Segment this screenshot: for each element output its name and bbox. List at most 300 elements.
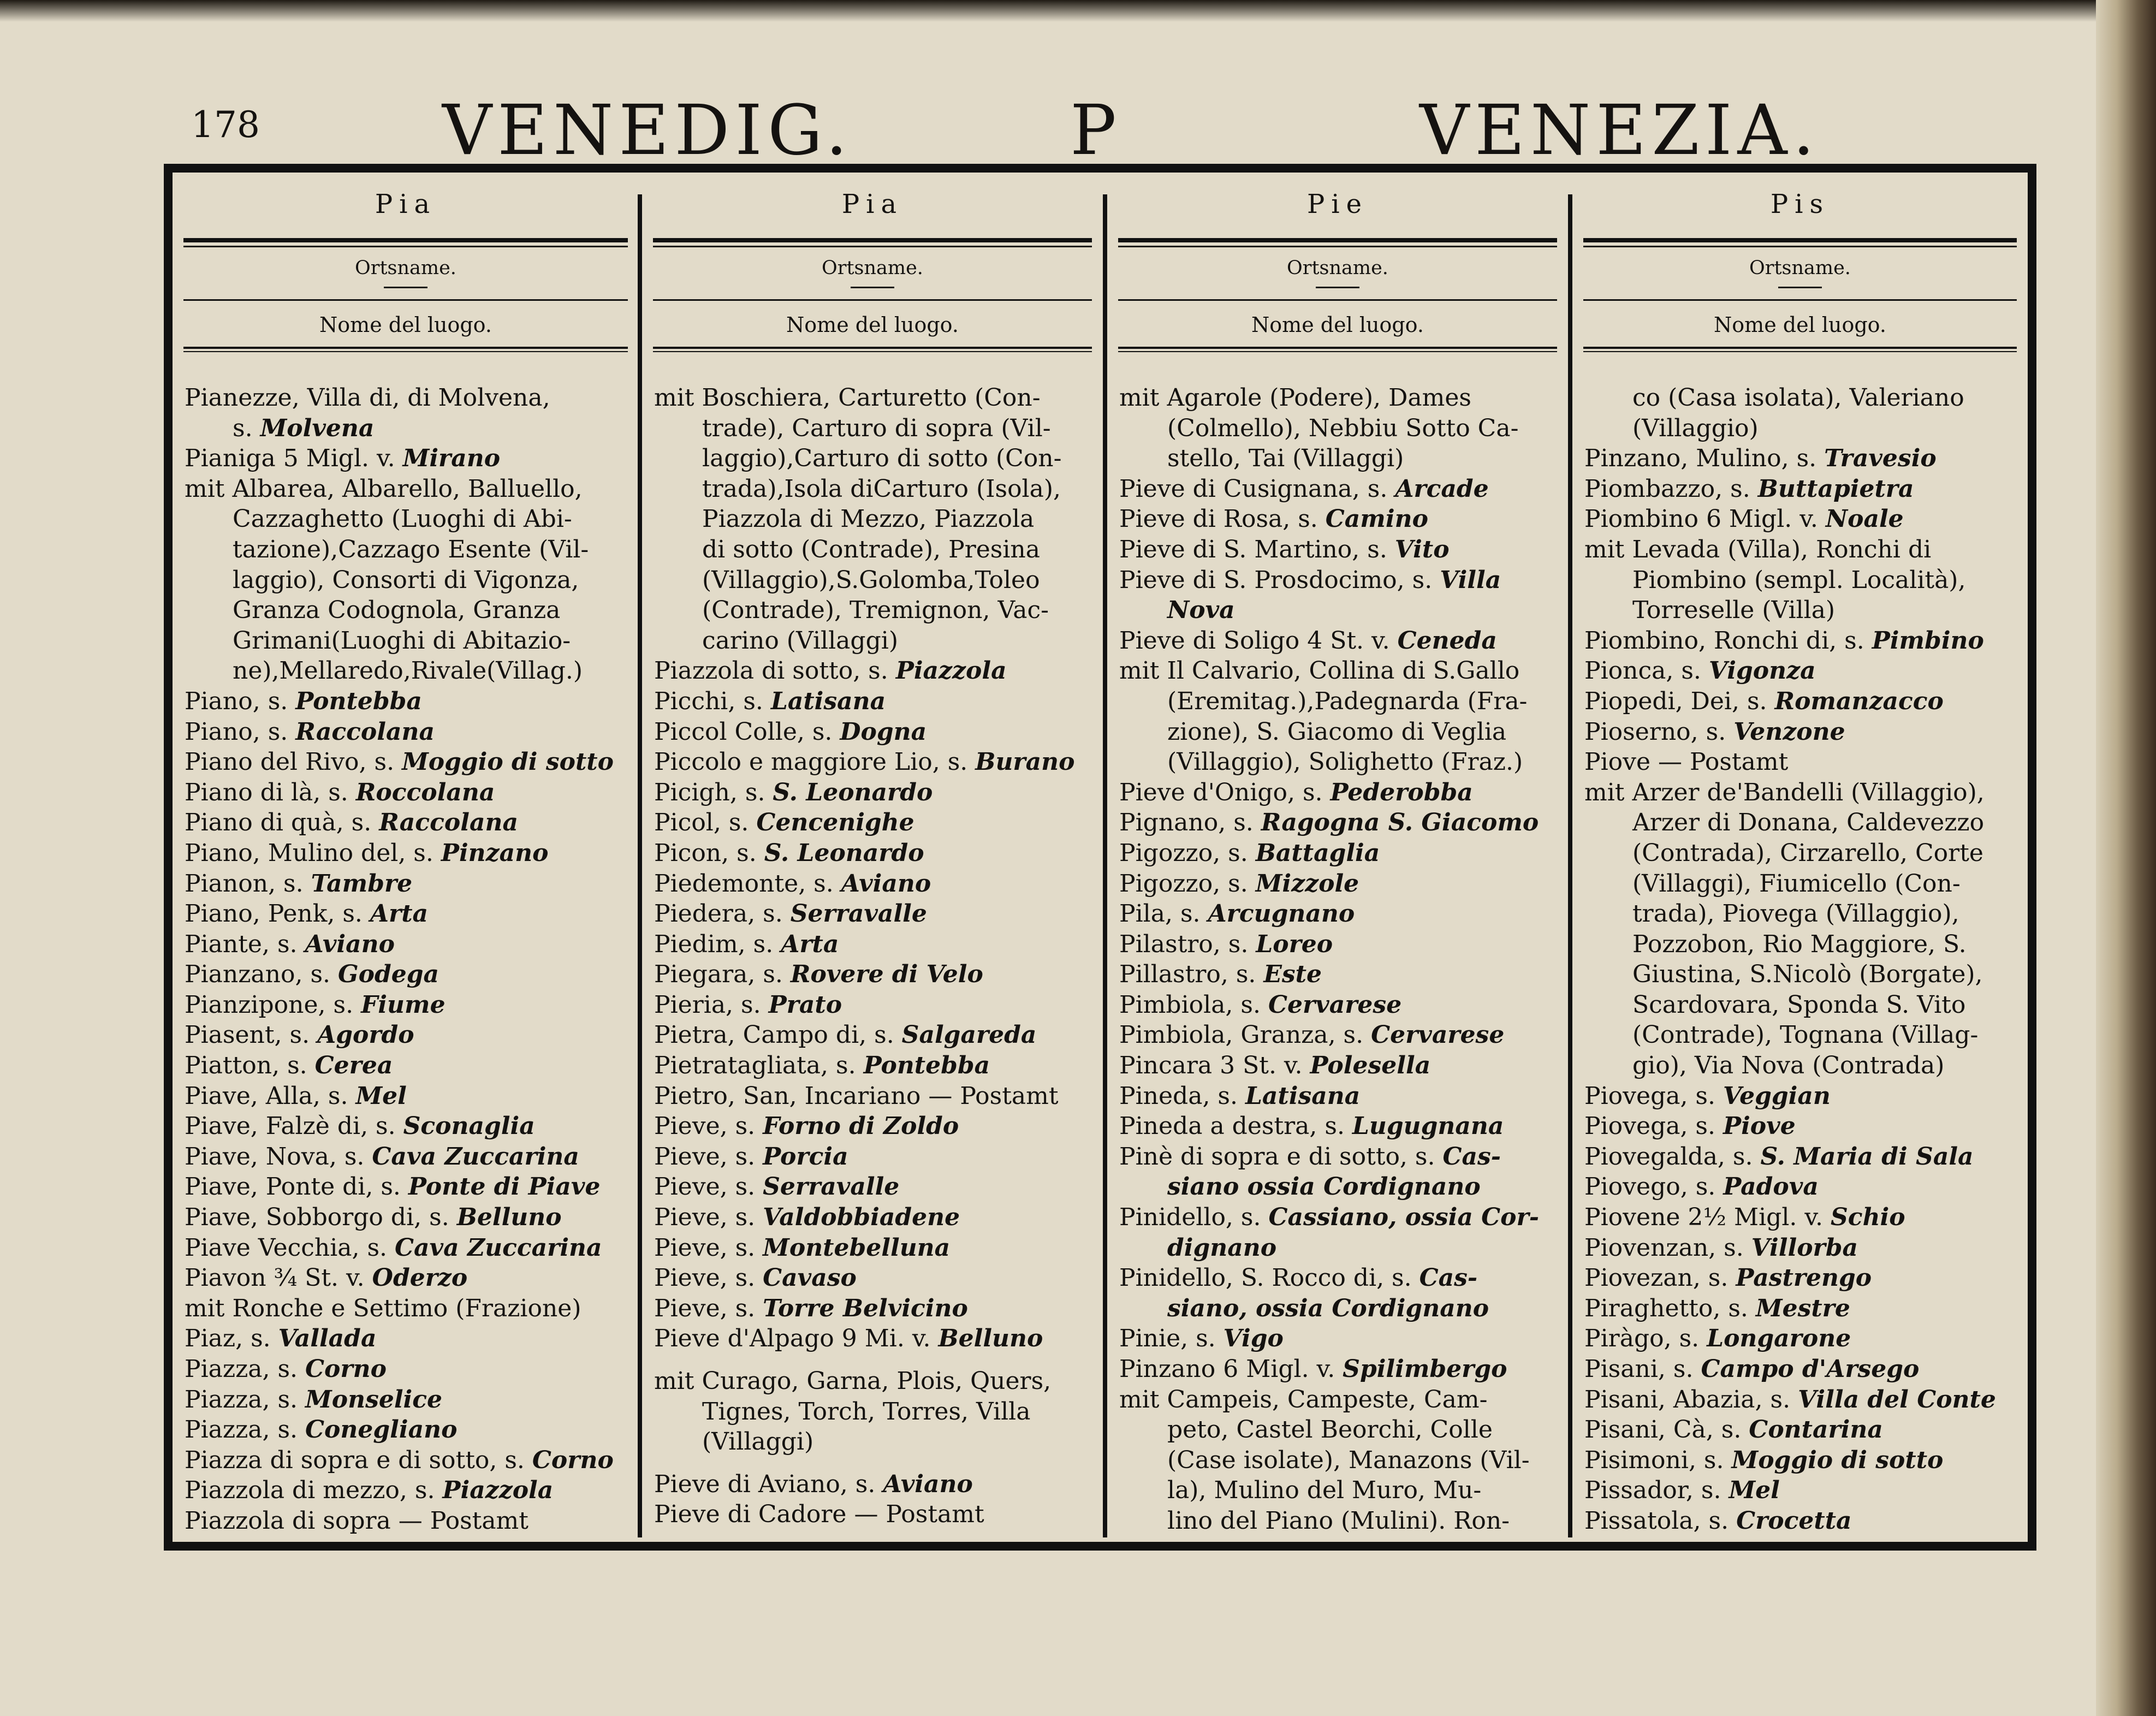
entry-name: Pignano, s.	[1119, 809, 1261, 837]
entry-reference: Aviano	[883, 1470, 973, 1498]
entry-name: trada), Piovega (Villaggio),	[1632, 900, 1959, 928]
entry-name: Pieve, s.	[654, 1203, 763, 1232]
entry-line	[1584, 1142, 2020, 1172]
entry-name: Pionca, s.	[1584, 657, 1709, 685]
entry-name: co (Casa isolata), Valeriano	[1632, 384, 1964, 412]
entry-line	[185, 565, 631, 596]
entry-reference: Burano	[975, 748, 1075, 776]
entry-name: laggio), Consorti di Vigonza,	[233, 566, 579, 594]
entry-line	[185, 656, 631, 686]
entry-name: Piave Vecchia, s.	[185, 1233, 395, 1262]
entry-line	[1584, 1172, 2020, 1202]
entry-line	[185, 535, 631, 565]
entry-name: mit Curago, Garna, Plois, Quers,	[654, 1367, 1052, 1395]
entry-line	[1584, 1385, 2020, 1415]
entry-name: Cazzaghetto (Luoghi di Abi-	[233, 505, 572, 533]
entry-name: Torreselle (Villa)	[1632, 596, 1836, 625]
entry-line	[654, 1172, 1095, 1202]
column-2	[642, 173, 1103, 1542]
entry-line	[1119, 717, 1560, 747]
entry-reference: Padova	[1723, 1173, 1819, 1201]
entry-line	[185, 899, 631, 929]
entry-name: Piombino (sempl. Località),	[1632, 566, 1966, 594]
entry-line	[185, 595, 631, 626]
entry-reference: Loreo	[1256, 930, 1333, 958]
entry-name: Piano, Mulino del, s.	[185, 839, 441, 867]
entry-name: Giustina, S.Nicolò (Borgate),	[1632, 960, 1983, 989]
entry-name: Piove — Postamt	[1584, 748, 1789, 776]
entry-name: Piovene 2½ Migl. v.	[1584, 1203, 1831, 1232]
entry-line	[654, 777, 1095, 808]
entry-reference: Aviano	[841, 869, 931, 898]
entry-reference: Vigonza	[1708, 657, 1816, 685]
entry-name: Pila, s.	[1119, 900, 1208, 928]
entry-line	[1584, 413, 2020, 444]
entry-reference: Camino	[1325, 505, 1428, 533]
entry-reference: Belluno	[456, 1203, 562, 1232]
entry-reference: Pinzano	[441, 839, 549, 867]
entry-line	[185, 1050, 631, 1081]
column-syllable: Pia	[375, 189, 437, 219]
entry-line	[1119, 1475, 1560, 1506]
entry-name: Piovezan, s.	[1584, 1264, 1736, 1292]
entry-line	[654, 1427, 1095, 1457]
entry-line	[1119, 1445, 1560, 1476]
entry-reference: Moggio di sotto	[1731, 1446, 1944, 1474]
entry-name: Piovego, s.	[1584, 1173, 1724, 1201]
column-header	[1118, 183, 1557, 358]
entry-name: Pinzano 6 Migl. v.	[1119, 1355, 1343, 1383]
entry-line	[654, 413, 1095, 444]
entry-line	[654, 1050, 1095, 1081]
entry-name: Piovega, s.	[1584, 1112, 1723, 1141]
entry-reference: Cervarese	[1371, 1021, 1505, 1049]
entry-line	[1584, 1020, 2020, 1050]
entry-line	[654, 535, 1095, 565]
entry-name: (Villaggio), Solighetto (Fraz.)	[1167, 748, 1523, 776]
entry-name: Pianiga 5 Migl. v.	[185, 444, 403, 473]
entry-name: Piràgo, s.	[1584, 1325, 1707, 1353]
entry-name: Pisimoni, s.	[1584, 1446, 1732, 1474]
entry-name: gio), Via Nova (Contrada)	[1632, 1052, 1945, 1080]
entry-line	[1584, 383, 2020, 413]
entry-line	[1584, 1354, 2020, 1385]
entry-name: Pinzano, Mulino, s.	[1584, 444, 1825, 473]
entry-line	[1584, 929, 2020, 960]
entry-line	[654, 1323, 1095, 1354]
entry-name: Piazza, s.	[185, 1416, 306, 1444]
entry-line	[654, 626, 1095, 656]
entry-name: Granza Codognola, Granza	[233, 596, 561, 625]
entry-name: Pieve, s.	[654, 1233, 763, 1262]
entry-line	[1584, 959, 2020, 990]
entry-line	[185, 383, 631, 413]
column-syllable: Pia	[841, 189, 904, 219]
entry-line	[1119, 686, 1560, 717]
header-rule	[1583, 238, 2017, 247]
entry-name: (Colmello), Nebbiu Sotto Ca-	[1167, 414, 1519, 442]
entry-line	[654, 1499, 1095, 1530]
entry-line	[1119, 504, 1560, 535]
entry-reference: Ragogna S. Giacomo	[1261, 809, 1539, 837]
entry-line	[185, 1354, 631, 1385]
entry-reference: S. Leonardo	[773, 778, 933, 806]
entry-line	[654, 747, 1095, 777]
entry-line	[654, 899, 1095, 929]
label-nome-del-luogo: Nome del luogo.	[319, 313, 492, 337]
entry-line	[1119, 1172, 1560, 1202]
entry-line	[185, 959, 631, 990]
entry-name: Pieve, s.	[654, 1112, 763, 1141]
entry-name: Piano, Penk, s.	[185, 900, 370, 928]
entry-reference: Raccolana	[295, 717, 435, 746]
entry-name: Grimani(Luoghi di Abitazio-	[233, 626, 571, 655]
entry-name: Pieve, s.	[654, 1173, 763, 1201]
entry-line	[185, 869, 631, 899]
entry-name: Pieve, s.	[654, 1142, 763, 1171]
entry-name: Pilastro, s.	[1119, 930, 1256, 958]
entry-name: tazione),Cazzago Esente (Vil-	[233, 535, 589, 563]
entry-name: Pinidello, S. Rocco di, s.	[1119, 1264, 1419, 1292]
entry-reference: Vigo	[1223, 1325, 1284, 1353]
entry-line	[1119, 1293, 1560, 1324]
entry-name: la), Mulino del Muro, Mu-	[1167, 1476, 1482, 1505]
entry-line	[185, 1172, 631, 1202]
entry-name: Pianon, s.	[185, 869, 311, 898]
entry-name: stello, Tai (Villaggi)	[1167, 444, 1404, 473]
section-letter: P	[1070, 90, 1122, 170]
entry-name: Piopedi, Dei, s.	[1584, 687, 1775, 715]
entry-reference: Pimbino	[1872, 626, 1984, 655]
entry-line	[185, 1323, 631, 1354]
entry-line	[1584, 1415, 2020, 1445]
entry-line	[1584, 1323, 2020, 1354]
entry-line	[1119, 838, 1560, 869]
entry-line	[1584, 686, 2020, 717]
entry-line	[654, 1020, 1095, 1050]
entry-line	[654, 443, 1095, 474]
entry-line	[654, 1397, 1095, 1427]
entry-name: Piazza, s.	[185, 1355, 306, 1383]
header-rule	[1583, 347, 2017, 352]
entry-reference: Molvena	[260, 414, 375, 442]
entry-reference: Moggio di sotto	[402, 748, 614, 776]
entry-reference: Latisana	[1245, 1082, 1361, 1110]
entry-line	[1119, 1415, 1560, 1445]
entry-reference: Oderzo	[372, 1264, 468, 1292]
entry-name: Piave, Alla, s.	[185, 1082, 356, 1110]
entry-line	[1584, 747, 2020, 777]
entry-line	[654, 1202, 1095, 1233]
entry-reference: S. Maria di Sala	[1760, 1142, 1974, 1171]
entry-line	[185, 929, 631, 960]
header-rule	[183, 238, 628, 247]
entry-name: Pigozzo, s.	[1119, 839, 1256, 867]
entry-reference: Cavaso	[763, 1264, 857, 1292]
entry-name: Pozzobon, Rio Maggiore, S.	[1632, 930, 1967, 958]
entry-reference: Cava Zuccarina	[395, 1233, 602, 1262]
entry-reference: Godega	[338, 960, 439, 989]
entry-line	[185, 717, 631, 747]
entry-line	[654, 474, 1095, 504]
entry-name: mit Campeis, Campeste, Cam-	[1119, 1385, 1488, 1414]
entry-name: s.	[233, 414, 260, 442]
entry-reference: Piazzola	[442, 1476, 554, 1505]
label-ortsname: Ortsname.	[822, 257, 923, 279]
entry-name: Piave, Sobborgo di, s.	[185, 1203, 457, 1232]
entry-reference: Arcade	[1395, 474, 1489, 503]
entry-name: peto, Castel Beorchi, Colle	[1167, 1416, 1493, 1444]
entry-line	[1119, 1020, 1560, 1050]
entry-line	[185, 626, 631, 656]
entry-line	[185, 443, 631, 474]
entry-line	[1584, 1263, 2020, 1293]
entry-line	[185, 1233, 631, 1263]
entry-line	[1584, 869, 2020, 899]
entry-name: Piano, s.	[185, 717, 296, 746]
entry-reference: Cassiano, ossia Cor-	[1268, 1203, 1539, 1232]
entry-reference: Serravalle	[790, 900, 927, 928]
entry-line	[1584, 717, 2020, 747]
entry-reference: Mestre	[1755, 1294, 1850, 1322]
entry-reference: Battaglia	[1255, 839, 1380, 867]
entry-line	[1119, 443, 1560, 474]
entry-reference: Ceneda	[1397, 626, 1497, 655]
entry-line	[1119, 899, 1560, 929]
page-top-shadow	[0, 0, 2156, 22]
entry-line	[1119, 1506, 1560, 1536]
entry-name: Pieve di Rosa, s.	[1119, 505, 1326, 533]
entry-line	[654, 1293, 1095, 1324]
entry-name: Pioserno, s.	[1584, 717, 1734, 746]
entry-line	[185, 1202, 631, 1233]
entry-line	[654, 1233, 1095, 1263]
entry-reference: Arta	[781, 930, 839, 958]
entry-name: Piante, s.	[185, 930, 305, 958]
entry-line	[185, 1263, 631, 1293]
entry-line	[654, 929, 1095, 960]
entry-name: Pieve di Aviano, s.	[654, 1470, 883, 1498]
entry-name: Piazzola di sopra — Postamt	[185, 1506, 528, 1535]
title-german: VENEDIG.	[442, 90, 853, 170]
entry-reference: Aviano	[305, 930, 395, 958]
header-rule	[1583, 299, 2017, 301]
entry-line	[1584, 1475, 2020, 1506]
entry-reference: Montebelluna	[763, 1233, 951, 1262]
column-4	[1572, 173, 2028, 1542]
header-rule	[1118, 238, 1557, 247]
entry-line	[654, 504, 1095, 535]
entry-line	[185, 1475, 631, 1506]
entry-name: Pianzano, s.	[185, 960, 338, 989]
entry-reference: Cencenighe	[756, 809, 914, 837]
entry-line	[654, 656, 1095, 686]
entry-reference: Agordo	[317, 1021, 414, 1049]
entry-name: Piazza, s.	[185, 1385, 306, 1414]
entry-line	[654, 807, 1095, 838]
entry-line	[1119, 1323, 1560, 1354]
entry-name: lino del Piano (Mulini). Ron-	[1167, 1506, 1510, 1535]
book-spine	[2096, 0, 2156, 1716]
entry-line	[1584, 565, 2020, 596]
entry-line	[654, 869, 1095, 899]
entry-line	[654, 565, 1095, 596]
entry-name: (Contrade), Tognana (Villag-	[1632, 1021, 1979, 1049]
entry-line	[654, 1263, 1095, 1293]
entry-name: Pissador, s.	[1584, 1476, 1729, 1505]
entry-name: Pieve di Cusignana, s.	[1119, 474, 1395, 503]
entry-name: Picchi, s.	[654, 687, 771, 715]
entry-list	[1584, 383, 2020, 1536]
label-ortsname: Ortsname.	[1749, 257, 1851, 279]
entry-line	[1119, 1142, 1560, 1172]
entry-line	[185, 1020, 631, 1050]
entry-reference: Longarone	[1707, 1325, 1851, 1353]
entry-name: trada),Isola diCarturo (Isola),	[702, 474, 1061, 503]
header-rule	[653, 238, 1092, 247]
entry-name: Picol, s.	[654, 809, 757, 837]
entry-reference: Villorba	[1751, 1233, 1858, 1262]
entry-line	[1584, 1506, 2020, 1536]
entry-name: Piedera, s.	[654, 900, 791, 928]
entry-line	[1119, 929, 1560, 960]
entry-line	[1584, 1081, 2020, 1112]
entry-line	[1584, 595, 2020, 626]
entry-line	[1584, 807, 2020, 838]
entry-name: mit Il Calvario, Collina di S.Gallo	[1119, 657, 1520, 685]
entry-line	[654, 1469, 1095, 1500]
entry-line	[1119, 413, 1560, 444]
entry-line	[1119, 383, 1560, 413]
entry-name: Piave, Nova, s.	[185, 1142, 372, 1171]
entry-line	[654, 1142, 1095, 1172]
entry-reference: Schio	[1831, 1203, 1905, 1232]
entry-line	[185, 990, 631, 1020]
header-dash	[851, 287, 894, 288]
entry-line	[1584, 990, 2020, 1020]
entry-name: Pimbiola, s.	[1119, 990, 1268, 1019]
entry-name: Pieve d'Onigo, s.	[1119, 778, 1331, 806]
entry-reference: dignano	[1167, 1233, 1277, 1262]
entry-name: Pieve d'Alpago 9 Mi. v.	[654, 1325, 939, 1353]
header-dash	[1316, 287, 1359, 288]
entry-line	[1119, 656, 1560, 686]
entry-name: (Contrada), Cirzarello, Corte	[1632, 839, 1983, 867]
entry-line	[1584, 1233, 2020, 1263]
entry-reference: Polesella	[1310, 1052, 1431, 1080]
entry-name: Piedemonte, s.	[654, 869, 841, 898]
entry-reference: Prato	[768, 990, 842, 1019]
entry-reference: Conegliano	[305, 1416, 458, 1444]
entry-name: Pieve di Cadore — Postamt	[654, 1500, 984, 1529]
entry-reference: Corno	[532, 1446, 614, 1474]
entry-name: Pimbiola, Granza, s.	[1119, 1021, 1371, 1049]
header-rule	[653, 347, 1092, 352]
entry-line	[654, 595, 1095, 626]
entry-line	[1584, 504, 2020, 535]
entry-name: Pietro, San, Incariano — Postamt	[654, 1082, 1059, 1110]
entry-name: mit Albarea, Albarello, Balluello,	[185, 474, 583, 503]
entry-reference: Forno di Zoldo	[763, 1112, 959, 1141]
entry-line	[1119, 869, 1560, 899]
entry-name: mit Arzer de'Bandelli (Villaggio),	[1584, 778, 1985, 806]
entry-name: Pianzipone, s.	[185, 990, 361, 1019]
entry-reference: Mizzole	[1255, 869, 1359, 898]
entry-reference: Torre Belvicino	[763, 1294, 968, 1322]
entry-name: Piave, Falzè di, s.	[185, 1112, 403, 1141]
entry-reference: Latisana	[770, 687, 886, 715]
entry-line	[1119, 807, 1560, 838]
entry-line	[185, 1142, 631, 1172]
entry-line	[185, 747, 631, 777]
entry-name: (Villaggio),S.Golomba,Toleo	[702, 566, 1040, 594]
label-ortsname: Ortsname.	[355, 257, 456, 279]
entry-line	[1119, 959, 1560, 990]
entry-reference: Belluno	[938, 1325, 1043, 1353]
entry-name: Piano di quà, s.	[185, 809, 379, 837]
entry-name: Pieve di Soligo 4 St. v.	[1119, 626, 1398, 655]
entry-reference: Pederobba	[1330, 778, 1473, 806]
header-rule	[183, 347, 628, 352]
entry-reference: Vallada	[278, 1325, 377, 1353]
entry-line	[1119, 1050, 1560, 1081]
entry-reference: Piove	[1723, 1112, 1796, 1141]
entry-reference: Roccolana	[355, 778, 495, 806]
entry-name: Piave, Ponte di, s.	[185, 1173, 408, 1201]
entry-reference: Pontebba	[295, 687, 422, 715]
entry-line	[1119, 1081, 1560, 1112]
entry-list	[654, 383, 1095, 1536]
label-nome-del-luogo: Nome del luogo.	[786, 313, 959, 337]
entry-name: Scardovara, Sponda S. Vito	[1632, 990, 1966, 1019]
entry-name: Pineda a destra, s.	[1119, 1112, 1352, 1141]
entry-name: Picon, s.	[654, 839, 764, 867]
entry-name: Piraghetto, s.	[1584, 1294, 1756, 1322]
entry-name: Pietra, Campo di, s.	[654, 1021, 902, 1049]
column-header	[1583, 183, 2017, 358]
table-frame	[164, 164, 2036, 1551]
entry-reference: Cas-	[1442, 1142, 1501, 1171]
entry-reference: Noale	[1825, 505, 1904, 533]
entry-reference: Mirano	[402, 444, 501, 473]
entry-name: Pigozzo, s.	[1119, 869, 1256, 898]
entry-line	[1584, 777, 2020, 808]
entry-line	[1119, 1354, 1560, 1385]
entry-name: mit Boschiera, Carturetto (Con-	[654, 384, 1041, 412]
entry-line	[1584, 1050, 2020, 1081]
entry-reference: Monselice	[305, 1385, 443, 1414]
entry-line	[185, 838, 631, 869]
entry-line	[1119, 1202, 1560, 1233]
entry-line	[1584, 899, 2020, 929]
header-dash	[1778, 287, 1822, 288]
entry-name: Piccolo e maggiore Lio, s.	[654, 748, 976, 776]
entry-name: Pisani, s.	[1584, 1355, 1701, 1383]
entry-name: Pillastro, s.	[1119, 960, 1264, 989]
entry-name: (Villaggi)	[702, 1428, 814, 1456]
entry-reference: Corno	[305, 1355, 387, 1383]
entry-line	[185, 777, 631, 808]
entry-name: Piombazzo, s.	[1584, 474, 1758, 503]
entry-line	[185, 504, 631, 535]
entry-name: Piaz, s.	[185, 1325, 278, 1353]
entry-line	[1584, 626, 2020, 656]
entry-line	[1584, 1445, 2020, 1476]
entry-line	[654, 1111, 1095, 1142]
entry-line	[1584, 474, 2020, 504]
entry-name: Piano di là, s.	[185, 778, 356, 806]
entry-line	[1119, 990, 1560, 1020]
